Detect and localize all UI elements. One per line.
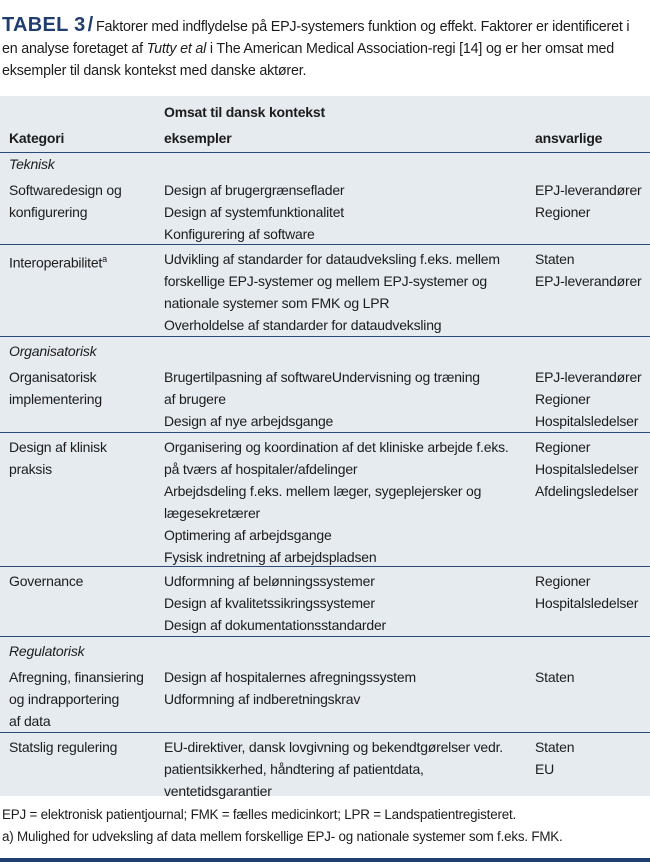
cell-line: Udformning af belønningssystemer — [164, 573, 375, 589]
cell-line: Design af dokumentationsstandarder — [164, 617, 387, 633]
row-kategori — [9, 436, 107, 480]
header-ansvarlige: ansvarlige — [535, 130, 603, 146]
row-eksempler — [164, 179, 344, 245]
cell-line: Design af nye arbejdsgange — [164, 413, 334, 429]
row-divider — [0, 566, 650, 567]
row-divider — [0, 432, 650, 433]
cell-line: Overholdelse af standarder for dataudveksling — [164, 317, 442, 333]
cell-line: Organisatorisk — [9, 369, 97, 385]
row-eksempler — [164, 248, 500, 336]
cell-line: på tværs af hospitaler/afdelinger — [164, 461, 358, 477]
header-eksempler: eksempler — [164, 130, 232, 146]
section-organisatorisk: Organisatorisk — [9, 343, 97, 359]
cell-line: praksis — [9, 461, 52, 477]
cell-line: Design af klinisk — [9, 439, 107, 455]
row-ansvarlige — [535, 366, 642, 432]
cell-line: Design af hospitalernes afregningssystem — [164, 669, 416, 685]
cell-line: EPJ-leverandører — [535, 273, 642, 289]
cell-line: Arbejdsdeling f.eks. mellem læger, sygeplejersker og — [164, 483, 482, 499]
factors-table — [0, 96, 650, 799]
caption-text-a: Faktorer med indflydelse på EPJ-systemers funktion og effekt. Faktorer er identificeret i en analyse foretaget af — [2, 19, 630, 57]
row-divider — [0, 336, 650, 337]
cell-line: Udformning af indberetningskrav — [164, 691, 361, 707]
row-ansvarlige — [535, 436, 638, 502]
row-divider — [0, 244, 650, 245]
cell-line: Hospitalsledelser — [535, 595, 639, 611]
row-ansvarlige — [535, 248, 642, 292]
row-ansvarlige — [535, 666, 574, 688]
cell-line: ventetidsgarantier — [164, 783, 272, 799]
row-ansvarlige — [535, 179, 642, 223]
cell-line: Brugertilpasning af softwareUndervisning og træning — [164, 369, 480, 385]
cell-line: Organisering og koordination af det kliniske arbejde f.eks. — [164, 439, 509, 455]
cell-line: EU-direktiver, dansk lovgivning og bekendtgørelser vedr. — [164, 739, 503, 755]
section-regulatorisk: Regulatorisk — [9, 643, 85, 659]
caption-text-b: i The American Medical Association-regi [14] og er her omsat med eksempler til dansk kontekst med danske aktører. — [2, 41, 615, 79]
cell-line: Regioner — [535, 439, 591, 455]
cell-line: Statslig regulering — [9, 739, 118, 755]
header-group: Omsat til dansk kontekst — [164, 104, 325, 120]
table-caption — [2, 14, 642, 82]
cell-line: nationale systemer som FMK og LPR — [164, 295, 390, 311]
row-divider — [0, 636, 650, 637]
footnote-a: a) Mulighed for udveksling af data mellem forskellige EPJ- og nationale systemer som f.eks. FMK. — [2, 829, 563, 844]
cell-line: af brugere — [164, 391, 226, 407]
cell-line: Afregning, finansiering — [9, 669, 144, 685]
cell-line: Regioner — [535, 204, 591, 220]
cell-line — [9, 248, 107, 274]
bottom-rule — [0, 858, 650, 862]
cell-line: Design af kvalitetssikringssystemer — [164, 595, 375, 611]
row-divider — [0, 732, 650, 733]
cell-line: Staten — [535, 739, 575, 755]
footnote-abbreviations: EPJ = elektronisk patientjournal; FMK = fælles medicinkort; LPR = Landspatientregisteret. — [2, 807, 516, 822]
table-label: TABEL 3 — [2, 14, 86, 36]
row-kategori — [9, 179, 122, 223]
cell-line: Design af brugergrænseflader — [164, 182, 345, 198]
row-ansvarlige — [535, 570, 638, 614]
cell-line: konfigurering — [9, 204, 88, 220]
row-kategori — [9, 666, 144, 732]
cell-line: Softwaredesign og — [9, 182, 122, 198]
row-kategori — [9, 366, 102, 410]
cell-line: patientsikkerhed, håndtering af patientdata, — [164, 761, 424, 777]
row-eksempler — [164, 436, 509, 568]
cell-line: Governance — [9, 573, 84, 589]
cell-line: forskellige EPJ-systemer og mellem EPJ-systemer og — [164, 273, 487, 289]
row-eksempler — [164, 736, 503, 802]
caption-slash: / — [87, 14, 93, 36]
cell-line: Konfigurering af software — [164, 226, 315, 242]
header-rule — [0, 152, 650, 153]
cell-line: Staten — [535, 669, 575, 685]
caption-authors: Tutty et al — [146, 41, 207, 57]
row-ansvarlige — [535, 736, 574, 780]
row-kategori — [9, 248, 107, 274]
cell-line: implementering — [9, 391, 102, 407]
cell-line: EPJ-leverandører — [535, 182, 642, 198]
cell-line: lægesekretærer — [164, 505, 261, 521]
cell-line: af data — [9, 713, 51, 729]
cell-line: Staten — [535, 251, 575, 267]
cell-line: Regioner — [535, 573, 591, 589]
row-eksempler — [164, 570, 386, 636]
cell-line: Udvikling af standarder for dataudveksling f.eks. mellem — [164, 251, 500, 267]
cell-line: Design af systemfunktionalitet — [164, 204, 344, 220]
cell-line: Hospitalsledelser — [535, 461, 639, 477]
row-eksempler — [164, 666, 416, 710]
cell-line: Hospitalsledelser — [535, 413, 639, 429]
row-kategori — [9, 570, 83, 592]
cell-line: Afdelingsledelser — [535, 483, 639, 499]
footnote-marker: a — [102, 254, 107, 264]
row-kategori — [9, 736, 117, 758]
cell-line: EU — [535, 761, 555, 777]
row-eksempler — [164, 366, 480, 432]
cell-text: Interoperabilitet — [9, 254, 103, 271]
cell-line: EPJ-leverandører — [535, 369, 642, 385]
cell-line: Optimering af arbejdsgange — [164, 527, 332, 543]
cell-line: og indrapportering — [9, 691, 120, 707]
section-teknisk: Teknisk — [9, 156, 55, 172]
cell-line: Regioner — [535, 391, 591, 407]
header-kategori: Kategori — [9, 130, 65, 146]
cell-line: Fysisk indretning af arbejdspladsen — [164, 549, 377, 565]
